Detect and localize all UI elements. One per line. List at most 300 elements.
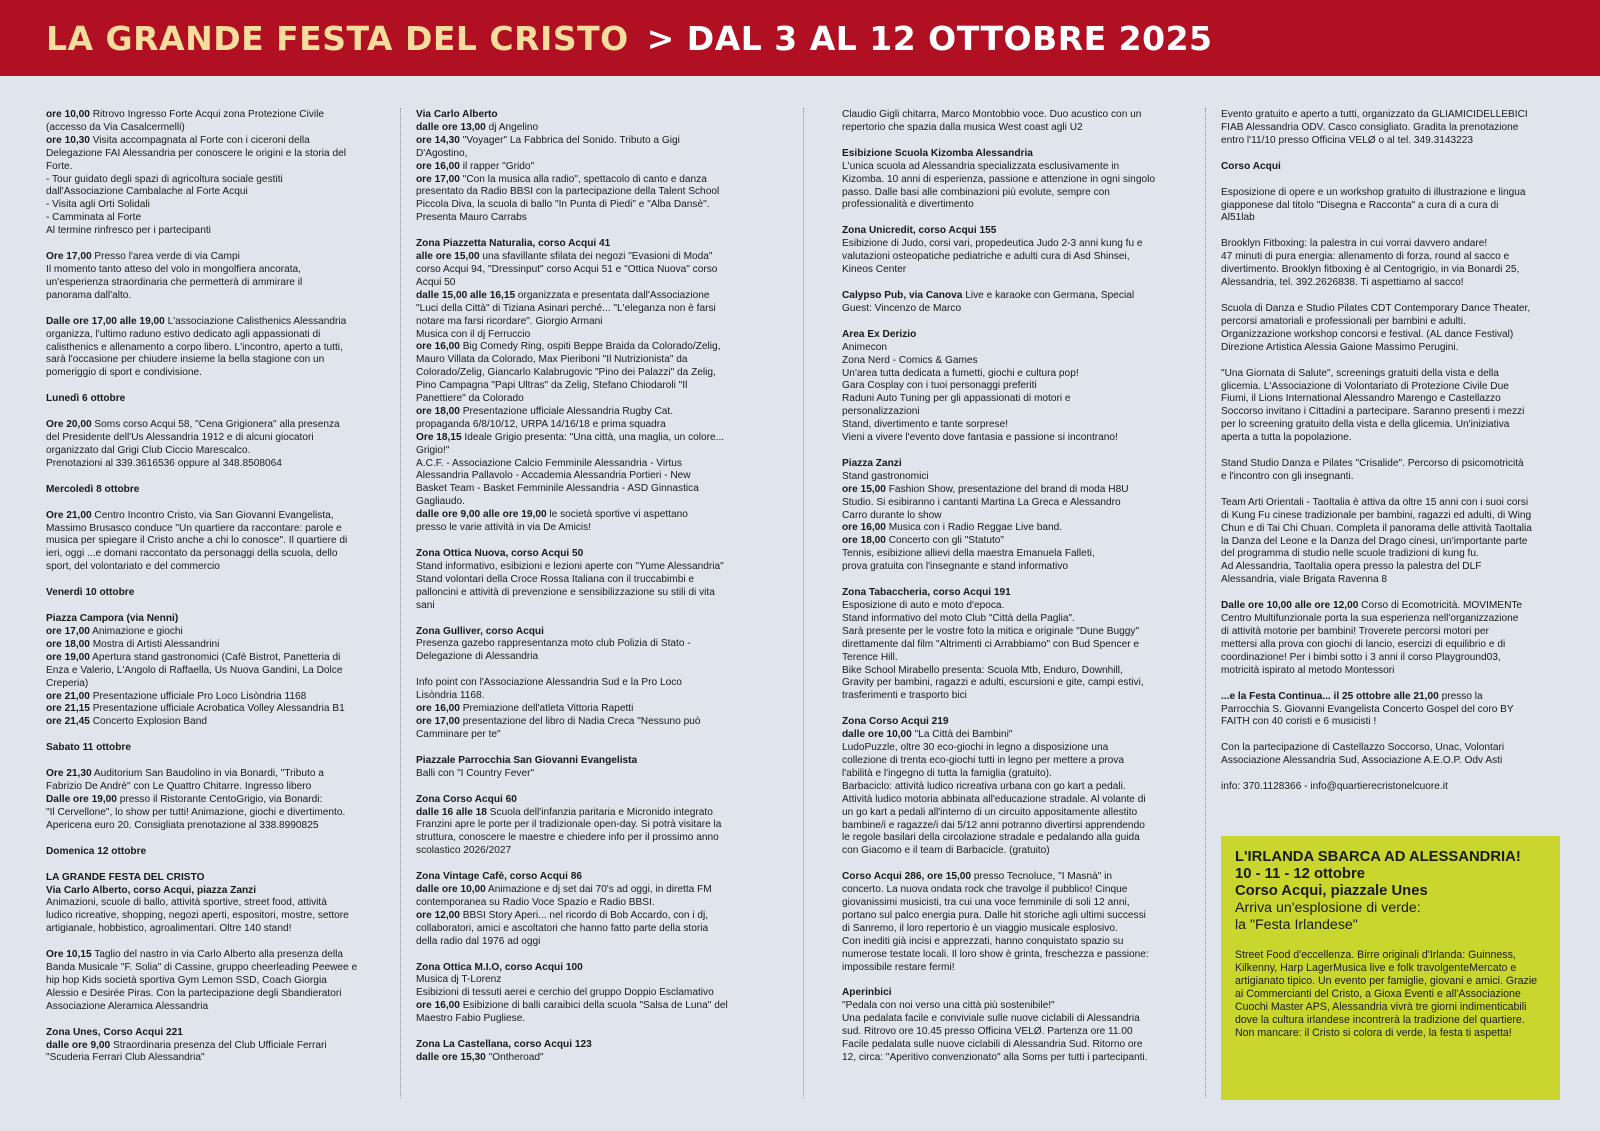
program-line: [46, 186, 381, 199]
festival-title: LA GRANDE FESTA DEL CRISTO: [46, 18, 629, 58]
program-text: Associazione Alessandria Sud, Associazione A.E.O.P. Odv Asti: [1221, 755, 1503, 767]
program-time-label: ore 21,45: [46, 716, 90, 728]
program-text: Presentazione ufficiale Acrobatica Volley Alessandria B1: [89, 703, 345, 715]
program-line: [842, 329, 1182, 342]
program-text: prova gratuita con l'insegnante e stand informativo: [842, 561, 1068, 573]
program-entry: [1221, 238, 1561, 290]
program-text: presso la: [1438, 690, 1483, 702]
program-line: [1221, 665, 1561, 678]
program-line: [46, 781, 381, 794]
program-text: dall'Associazione Cambalache al Forte Acqui: [46, 186, 248, 198]
program-line: [46, 161, 381, 174]
program-line: [46, 678, 381, 691]
program-line: [1221, 393, 1561, 406]
program-line: [1221, 497, 1561, 510]
program-entry: [416, 677, 756, 742]
program-entry: [46, 872, 381, 937]
program-line: [1221, 704, 1561, 717]
program-text: portano sul palco energia pura. Dalle hit storiche agli ultimi successi: [842, 909, 1146, 921]
program-text: un go kart a pedali all'interno di un circuito appositamente allestito: [842, 806, 1138, 818]
program-text: Alessandria Pallavolo - Accademia Alessandria Portieri - New: [416, 470, 691, 482]
program-text: hip hop Kids società sportiva Gym Lemon SSD, Coach Giorgia: [46, 974, 327, 986]
program-line: [46, 445, 381, 458]
program-text: contemporanea su Radio Voce Spazio e Radio BBSI.: [416, 896, 655, 908]
program-time-label: dalle ore 9,00 alle ore 19,00: [416, 509, 547, 521]
program-entry: [46, 419, 381, 471]
program-text: Soms corso Acqui 58, "Cena Grigionera" alla presenza: [91, 419, 340, 431]
program-line: [842, 522, 1182, 535]
program-entry: [842, 290, 1182, 316]
program-time-label: Zona Corso Acqui 60: [416, 793, 517, 805]
program-line: [46, 212, 381, 225]
program-line: [1221, 316, 1561, 329]
program-line: [416, 600, 756, 613]
program-line: [46, 872, 381, 885]
program-line: [46, 742, 381, 755]
program-text: Il momento tanto atteso del volo in mongolfiera ancorata,: [46, 263, 301, 275]
program-line: [842, 820, 1182, 833]
program-entry: [46, 613, 381, 729]
program-time-label: dalle ore 9,00: [46, 1039, 111, 1051]
program-text: presso il Ristorante CentoGrigio, via Bonardi:: [116, 793, 323, 805]
program-line: [842, 484, 1182, 497]
program-text: sani: [416, 599, 435, 611]
program-line: [46, 535, 381, 548]
program-line: [842, 1013, 1182, 1026]
program-time-label: Sabato 11 ottobre: [46, 742, 131, 754]
program-line: [46, 510, 381, 523]
program-text: personalizzazioni: [842, 406, 920, 418]
program-line: [416, 251, 756, 264]
irish-festival-description: Street Food d'eccellenza. Birre originali d'Irlanda: Guinness, Kilkenny, Harp LagerMusica live e folk travolgenteMercato e artigianato tipico. Un evento per famiglie, giovani e amici. Grazie ai Commercianti del Cristo, a Gioxa Eventi e all'Associazione Cuochi Master APS, Alessandria vivrà tre giorni indimenticabili dove la cultura irlandese incontrerà la tradizione del quartiere. Non mancare: il Cristo si colora di verde, la festa ti aspetta!: [1235, 949, 1538, 1039]
program-text: Pino Campagna "Papi Ultras" da Zelig, Stefano Chiodaroli "Il: [416, 380, 688, 392]
program-time-label: Dalle ore 10,00 alle ore 12,00: [1221, 600, 1359, 612]
program-line: [46, 367, 381, 380]
program-line: [416, 445, 756, 458]
program-time-label: ore 17,00: [416, 715, 460, 727]
header-banner: [0, 0, 1600, 76]
program-line: [416, 729, 756, 742]
program-time-label: dalle ore 15,30: [416, 1052, 486, 1063]
program-text: palloncini e attività di prevenzione e sensibilizzazione su stili di vita: [416, 586, 715, 598]
program-text: Forte.: [46, 160, 73, 172]
program-text: Una pedalata facile e conviviale sulle nuove ciclabili di Alessandria: [842, 1013, 1140, 1025]
program-line: [842, 380, 1182, 393]
program-text: Camminare per te": [416, 728, 501, 740]
program-text: percorsi amatoriali e professionali per bambini e adulti.: [1221, 315, 1466, 327]
program-time-label: ore 21,00: [46, 690, 90, 702]
program-text: Colorado/Zelig, Giancarlo Kalabrugovic "Pino dei Palazzi" da Zelig,: [416, 367, 716, 379]
program-line: [416, 1013, 756, 1026]
program-line: [46, 691, 381, 704]
program-time-label: Zona Piazzetta Naturalia, corso Acqui 41: [416, 238, 611, 250]
program-time-label: Ore 21,30: [46, 768, 92, 780]
program-text: Fashion Show, presentazione del brand di moda H8U: [885, 483, 1129, 495]
program-text: Stand Studio Danza e Pilates "Crisalide". Percorso di psicomotricità: [1221, 458, 1524, 470]
program-text: Esibizione di balli caraibici della scuola "Salsa de Luna" del: [459, 1000, 728, 1012]
program-line: [416, 819, 756, 832]
program-entry: [842, 871, 1182, 974]
program-line: [46, 910, 381, 923]
program-line: [416, 923, 756, 936]
program-text: "Il Cervellone", lo show per tutti! Animazione, giochi e divertimento.: [46, 806, 346, 818]
program-line: [1221, 523, 1561, 536]
program-entry: [46, 1027, 381, 1066]
program-line: [842, 471, 1182, 484]
program-text: artigianale, hobbistico, agroalimentari. Oltre 140 stand!: [46, 923, 292, 935]
program-entry: [46, 510, 381, 575]
program-line: [1221, 264, 1561, 277]
program-time-label: LA GRANDE FESTA DEL CRISTO: [46, 871, 205, 883]
program-text: Ritrovo Ingresso Forte Acqui zona Protezione Civile: [89, 109, 325, 120]
program-text: Creperia): [46, 677, 89, 689]
program-line: [1221, 536, 1561, 549]
program-line: [1221, 561, 1561, 574]
program-text: Stand informativo, esibizioni e lezioni aperte con "Yume Alessandria": [416, 560, 724, 572]
program-entry: [842, 716, 1182, 858]
program-line: [416, 651, 756, 664]
program-line: [1221, 652, 1561, 665]
program-line: [416, 264, 756, 277]
program-line: [842, 962, 1182, 975]
program-line: [1221, 574, 1561, 587]
program-text: impossibile restare fermi!: [842, 961, 955, 973]
program-time-label: ore 18,00: [416, 405, 460, 417]
program-time-label: ore 18,00: [842, 535, 886, 547]
program-line: [842, 807, 1182, 820]
program-line: [842, 832, 1182, 845]
program-text: - Camminata al Forte: [46, 212, 142, 224]
program-text: Concerto Explosion Band: [89, 716, 207, 728]
program-text: "Pedala con noi verso una città più sostenibile!": [842, 1000, 1055, 1012]
irish-festival-box: [1221, 836, 1560, 1100]
program-line: [416, 161, 756, 174]
program-text: Direzione Artistica Alessia Gaione Massimo Perugini.: [1221, 341, 1459, 353]
program-text: mettersi alla prova con giochi di lancio, esercizi di equilibrio e di: [1221, 638, 1506, 650]
program-line: [416, 199, 756, 212]
program-text: Mostra di Artisti Alessandrini: [89, 638, 220, 650]
program-line: [842, 419, 1182, 432]
program-line: [842, 884, 1182, 897]
program-line: [842, 432, 1182, 445]
program-text: numerose testate locali. Il loro show è grinta, freschezza e passione:: [842, 948, 1149, 960]
program-line: [416, 1052, 756, 1065]
program-entry: [1221, 303, 1561, 355]
program-text: le regole basilari della circolazione stradale e pedalando alla guida: [842, 832, 1140, 844]
program-text: 47 minuti di pura energia: allenamento di forza, round al sacco e: [1221, 251, 1510, 263]
program-text: per lo screening gratuito della vista e della glicemia. Un'iniziativa: [1221, 419, 1510, 431]
program-line: [842, 290, 1182, 303]
program-line: [1221, 458, 1561, 471]
program-text: sud. Ritrovo ore 10.45 presso Officina VELØ. Partenza ore 11.00: [842, 1026, 1133, 1038]
program-text: repertorio che spazia dalla musica West coast agli U2: [842, 121, 1083, 133]
program-column-1: [46, 109, 381, 1109]
program-text: Bike School Mirabello presenta: Scuola Mtb, Enduro, Downhill,: [842, 664, 1123, 676]
program-line: [842, 755, 1182, 768]
program-text: pomeriggio di sport e condivisione.: [46, 367, 202, 379]
program-text: Esposizione di auto e moto d'epoca.: [842, 600, 1005, 611]
program-entry: [46, 587, 381, 600]
program-text: glicemia. L'Associazione di Volontariato di Protezione Civile Due: [1221, 380, 1509, 392]
program-text: trasferimenti e trasporto bici: [842, 690, 967, 702]
program-entry: [46, 251, 381, 303]
festival-dates: > DAL 3 AL 12 OTTOBRE 2025: [646, 18, 1213, 58]
program-time-label: Corso Acqui 286, ore 15,00: [842, 871, 972, 883]
program-line: [46, 484, 381, 497]
program-time-label: ...e la Festa Continua... il 25 ottobre alle 21,00: [1221, 690, 1439, 702]
program-line: [842, 1052, 1182, 1065]
program-text: Massimo Brusasco conduce "Un quartiere da raccontare: parole e: [46, 522, 342, 534]
program-text: Studio. Si esibiranno i cantanti Martina La Greca e Alessandro: [842, 496, 1121, 508]
program-time-label: Ore 20,00: [46, 419, 92, 431]
program-text: concerto. La nuova ondata rock che travolge il pubblico! Cinque: [842, 884, 1128, 896]
program-text: Presenta Mauro Carrabs: [416, 212, 527, 224]
program-entry: [416, 109, 756, 225]
program-time-label: Zona Ottica M.I.O, corso Acqui 100: [416, 961, 583, 973]
program-text: direttamente dal film "Altrimenti ci Arrabbiamo" con Bud Spencer e: [842, 638, 1140, 650]
program-time-label: ore 17,00: [416, 173, 460, 185]
program-line: [46, 885, 381, 898]
program-text: Franzini apre le porte per il tradizionale open-day. Si potrà visitare la: [416, 819, 722, 831]
program-text: Maestro Fabio Pugliese.: [416, 1013, 526, 1025]
program-time-label: Ore 18,15: [416, 431, 462, 443]
program-line: [1221, 109, 1561, 122]
program-text: Apericena euro 20. Consigliata prenotazione al 338.8990825: [46, 819, 319, 831]
program-line: [1221, 613, 1561, 626]
program-time-label: Zona Ottica Nuova, corso Acqui 50: [416, 548, 584, 559]
program-line: [46, 768, 381, 781]
program-text: calisthenics e allenamento a corpo libero. L'incontro, aperto a tutti,: [46, 341, 343, 353]
program-text: 12, circa: "Aperitivo convenzionato" alla Soms per tutti i partecipanti.: [842, 1052, 1148, 1063]
program-text: sarà l'occasione per chiudere insieme la bella stagione con un: [46, 354, 325, 366]
program-line: [46, 458, 381, 471]
program-time-label: dalle ore 10,00: [416, 884, 486, 896]
program-text: del Presidente dell'Us Alessandria 1912 e di alcuni giocatori: [46, 432, 314, 444]
program-text: una sfavillante sfilata dei negozi "Evasioni di Moda": [479, 251, 713, 263]
program-column-3: [842, 109, 1182, 1109]
program-line: [416, 135, 756, 148]
program-line: [842, 910, 1182, 923]
program-line: [842, 768, 1182, 781]
program-text: "Una Giornata di Salute", screenings gratuiti della vista e della: [1221, 367, 1499, 379]
program-text: Sarà presente per le vostre foto la mitica e originale "Dune Buggy": [842, 625, 1140, 637]
program-line: [1221, 212, 1561, 225]
program-time-label: ore 16,00: [416, 1000, 460, 1012]
program-line: [842, 561, 1182, 574]
program-line: [46, 626, 381, 639]
program-text: Prenotazioni al 339.3616536 oppure al 348.8508064: [46, 457, 282, 469]
program-text: Esibizione di Judo, corsi vari, propedeutica Judo 2-3 anni kung fu e: [842, 238, 1143, 250]
irish-festival-title: L'IRLANDA SBARCA AD ALESSANDRIA!: [1235, 849, 1521, 865]
program-line: [416, 432, 756, 445]
program-entry: [46, 484, 381, 497]
program-line: [416, 755, 756, 768]
column-divider: [803, 108, 804, 1098]
program-text: Grigio!": [416, 444, 450, 456]
program-line: [1221, 200, 1561, 213]
program-line: [416, 380, 756, 393]
program-text: Soccorso invitano i Cittadini a partecipare. Saranno presenti i mezzi: [1221, 406, 1525, 418]
program-line: [842, 742, 1182, 755]
program-time-label: dalle 15,00 alle 16,15: [416, 289, 516, 301]
program-line: [1221, 755, 1561, 768]
program-text: giovanissimi musicisti, tra cui una voce femminile di soli 12 anni,: [842, 897, 1130, 909]
program-text: e l'incontro con gli insegnanti.: [1221, 470, 1354, 482]
program-entry: [1221, 187, 1561, 226]
program-entry: [46, 393, 381, 406]
program-text: Ad Alessandria, TaoItalia opera presso la palestra del DLF: [1221, 561, 1482, 573]
program-text: Vieni a vivere l'evento dove fantasia e passione si incontrano!: [842, 432, 1118, 444]
program-time-label: Domenica 12 ottobre: [46, 845, 147, 857]
program-entry: [1221, 368, 1561, 445]
program-text: Info point con l'Associazione Alessandria Sud e la Pro Loco: [416, 677, 682, 689]
program-line: [416, 716, 756, 729]
program-line: [1221, 187, 1561, 200]
program-time-label: ore 14,30: [416, 134, 460, 146]
program-line: [46, 419, 381, 432]
program-text: Un'area tutta dedicata a fumetti, giochi e cultura pop!: [842, 367, 1079, 379]
program-text: Apertura stand gastronomici (Cafè Bistrot, Panetteria di: [89, 651, 341, 663]
program-text: presentato da Radio BBSI con la partecipazione della Talent School: [416, 186, 720, 198]
program-line: [46, 1027, 381, 1040]
program-line: [1221, 303, 1561, 316]
program-text: Stand gastronomici: [842, 470, 929, 482]
program-text: Evento gratuito e aperto a tutti, organizzato da GLIAMICIDELLEBICI: [1221, 109, 1528, 120]
program-time-label: ore 16,00: [416, 703, 460, 715]
program-line: [842, 510, 1182, 523]
program-text: Guest: Vincenzo de Marco: [842, 302, 962, 314]
program-time-label: ore 16,00: [842, 522, 886, 534]
program-text: di Sanremo, il loro repertorio è un viaggio musicale esplosivo.: [842, 922, 1118, 934]
program-text: dj Angelino: [485, 121, 539, 133]
program-line: [46, 523, 381, 536]
program-text: la Danza del Leone e la Danza del Drago cinesi, un'importante parte: [1221, 535, 1528, 547]
program-text: coordinazione! Per i bimbi sotto i 3 anni il corso Playground03,: [1221, 651, 1501, 663]
program-line: [46, 923, 381, 936]
program-column-2: [416, 109, 756, 1109]
program-time-label: Via Carlo Alberto: [416, 109, 498, 120]
program-time-label: Area Ex Derizio: [842, 328, 917, 340]
program-entry: [1221, 458, 1561, 484]
program-text: FAITH con 40 coristi e 6 musicisti !: [1221, 716, 1377, 728]
program-line: [46, 1052, 381, 1065]
program-text: ieri, oggi ...e domani raccontato da personaggi della scuola, dello: [46, 548, 338, 560]
program-line: [842, 613, 1182, 626]
program-line: [46, 264, 381, 277]
program-line: [842, 406, 1182, 419]
program-line: [1221, 716, 1561, 729]
program-line: [842, 923, 1182, 936]
program-text: Enza e Valerio, L'Angolo di Raffaella, Us Nuova Gandini, La Dolce: [46, 664, 343, 676]
program-text: (accesso da Via Casalcermelli): [46, 121, 185, 133]
program-text: info: 370.1128366 - info@quartierecristonelcuore.it: [1221, 781, 1448, 793]
program-entry: [842, 587, 1182, 703]
program-line: [46, 316, 381, 329]
program-entry: [46, 109, 381, 238]
program-line: [842, 949, 1182, 962]
program-time-label: ore 21,15: [46, 703, 90, 715]
program-time-label: Lunedì 6 ottobre: [46, 393, 126, 405]
program-entry: [1221, 742, 1561, 768]
program-text: Alessandria, tel. 392.2626838. Ti aspettiamo al sacco!: [1221, 277, 1464, 289]
program-time-label: Dalle ore 17,00 alle 19,00: [46, 315, 165, 327]
program-line: [842, 535, 1182, 548]
program-line: [842, 987, 1182, 1000]
program-time-label: ore 17,00: [46, 626, 90, 637]
program-text: collaboratori, amici e ascoltatori che hanno fatto parte della storia: [416, 922, 709, 934]
program-line: [46, 109, 381, 122]
program-text: Barbaciclo: attività ludico ricreativa urbana con go kart a pedali.: [842, 780, 1126, 792]
program-text: L'unica scuola ad Alessandria specializzata esclusivamente in: [842, 160, 1120, 172]
program-text: passo. Dalle basi alle combinazioni più evolute, sempre con: [842, 186, 1110, 198]
program-text: Acqui 50: [416, 276, 456, 288]
program-line: [842, 897, 1182, 910]
program-line: [416, 212, 756, 225]
program-text: di Kung Fu cinese tradizionale per bambini, ragazzi ed adulti, di Wing: [1221, 509, 1532, 521]
program-text: Al51lab: [1221, 212, 1255, 224]
program-text: della radio dal 1976 ad oggi: [416, 935, 541, 947]
program-line: [842, 548, 1182, 561]
program-text: Claudio Gigli chitarra, Marco Montobbio voce. Duo acustico con un: [842, 109, 1142, 120]
program-line: [46, 716, 381, 729]
program-line: [1221, 161, 1561, 174]
program-text: Scuola dell'infanzia paritaria e Micronido integrato: [486, 806, 713, 818]
program-entry: [416, 548, 756, 613]
program-text: Animazione e dj set dai 70's ad oggi, in diretta FM: [485, 884, 712, 896]
program-text: sport, del volontariato e del commercio: [46, 561, 220, 573]
program-text: Taglio del nastro in via Carlo Alberto alla presenza della: [91, 949, 344, 961]
program-text: motricità ispirato al metodo Montessori: [1221, 664, 1395, 676]
program-time-label: Zona Unes, Corso Acqui 221: [46, 1026, 183, 1038]
program-line: [46, 897, 381, 910]
program-time-label: Zona La Castellana, corso Acqui 123: [416, 1039, 592, 1051]
program-line: [416, 367, 756, 380]
program-line: [416, 974, 756, 987]
program-text: Gara Cosplay con i tuoi personaggi preferiti: [842, 380, 1037, 392]
program-line: [1221, 639, 1561, 652]
program-entry: [842, 458, 1182, 574]
program-text: Presentazione ufficiale Alessandria Rugby Cat.: [459, 405, 674, 417]
program-text: organizzata e presentata dall'Associazione: [515, 289, 710, 301]
program-line: [416, 626, 756, 639]
program-text: un'esperienza straordinaria che permetterà di ammirare il: [46, 276, 303, 288]
program-entry: [416, 794, 756, 859]
program-time-label: ore 18,00: [46, 638, 90, 650]
program-entry: [416, 755, 756, 781]
program-line: [46, 148, 381, 161]
program-text: musica per spiegare il Cristo anche a chi lo conosce". Il quartiere di: [46, 535, 348, 547]
program-text: Delegazione FAI Alessandria per conoscere le origini e la storia del: [46, 147, 346, 159]
program-line: [842, 122, 1182, 135]
program-line: [46, 807, 381, 820]
program-text: organizzato dal Grigi Club Ciccio Marescalco.: [46, 444, 251, 456]
program-time-label: ore 16,00: [416, 341, 460, 353]
program-line: [842, 665, 1182, 678]
program-line: [416, 496, 756, 509]
program-line: [842, 251, 1182, 264]
program-entry: [416, 1039, 756, 1065]
program-line: [46, 587, 381, 600]
program-text: l'abilità e l'ingegno di tutta la famiglia (gratuito).: [842, 767, 1052, 779]
program-text: panorama dall'alto.: [46, 289, 132, 301]
program-entry: [842, 225, 1182, 277]
program-line: [842, 368, 1182, 381]
program-time-label: dalle ore 10,00: [842, 729, 912, 741]
program-line: [416, 561, 756, 574]
program-text: notare ma farsi ricordare". Giorgio Armani: [416, 315, 603, 327]
program-text: Organizzazione workshop concorsi e festival. (AL dance Festival): [1221, 328, 1514, 340]
program-text: "Ontheroad": [485, 1052, 544, 1063]
